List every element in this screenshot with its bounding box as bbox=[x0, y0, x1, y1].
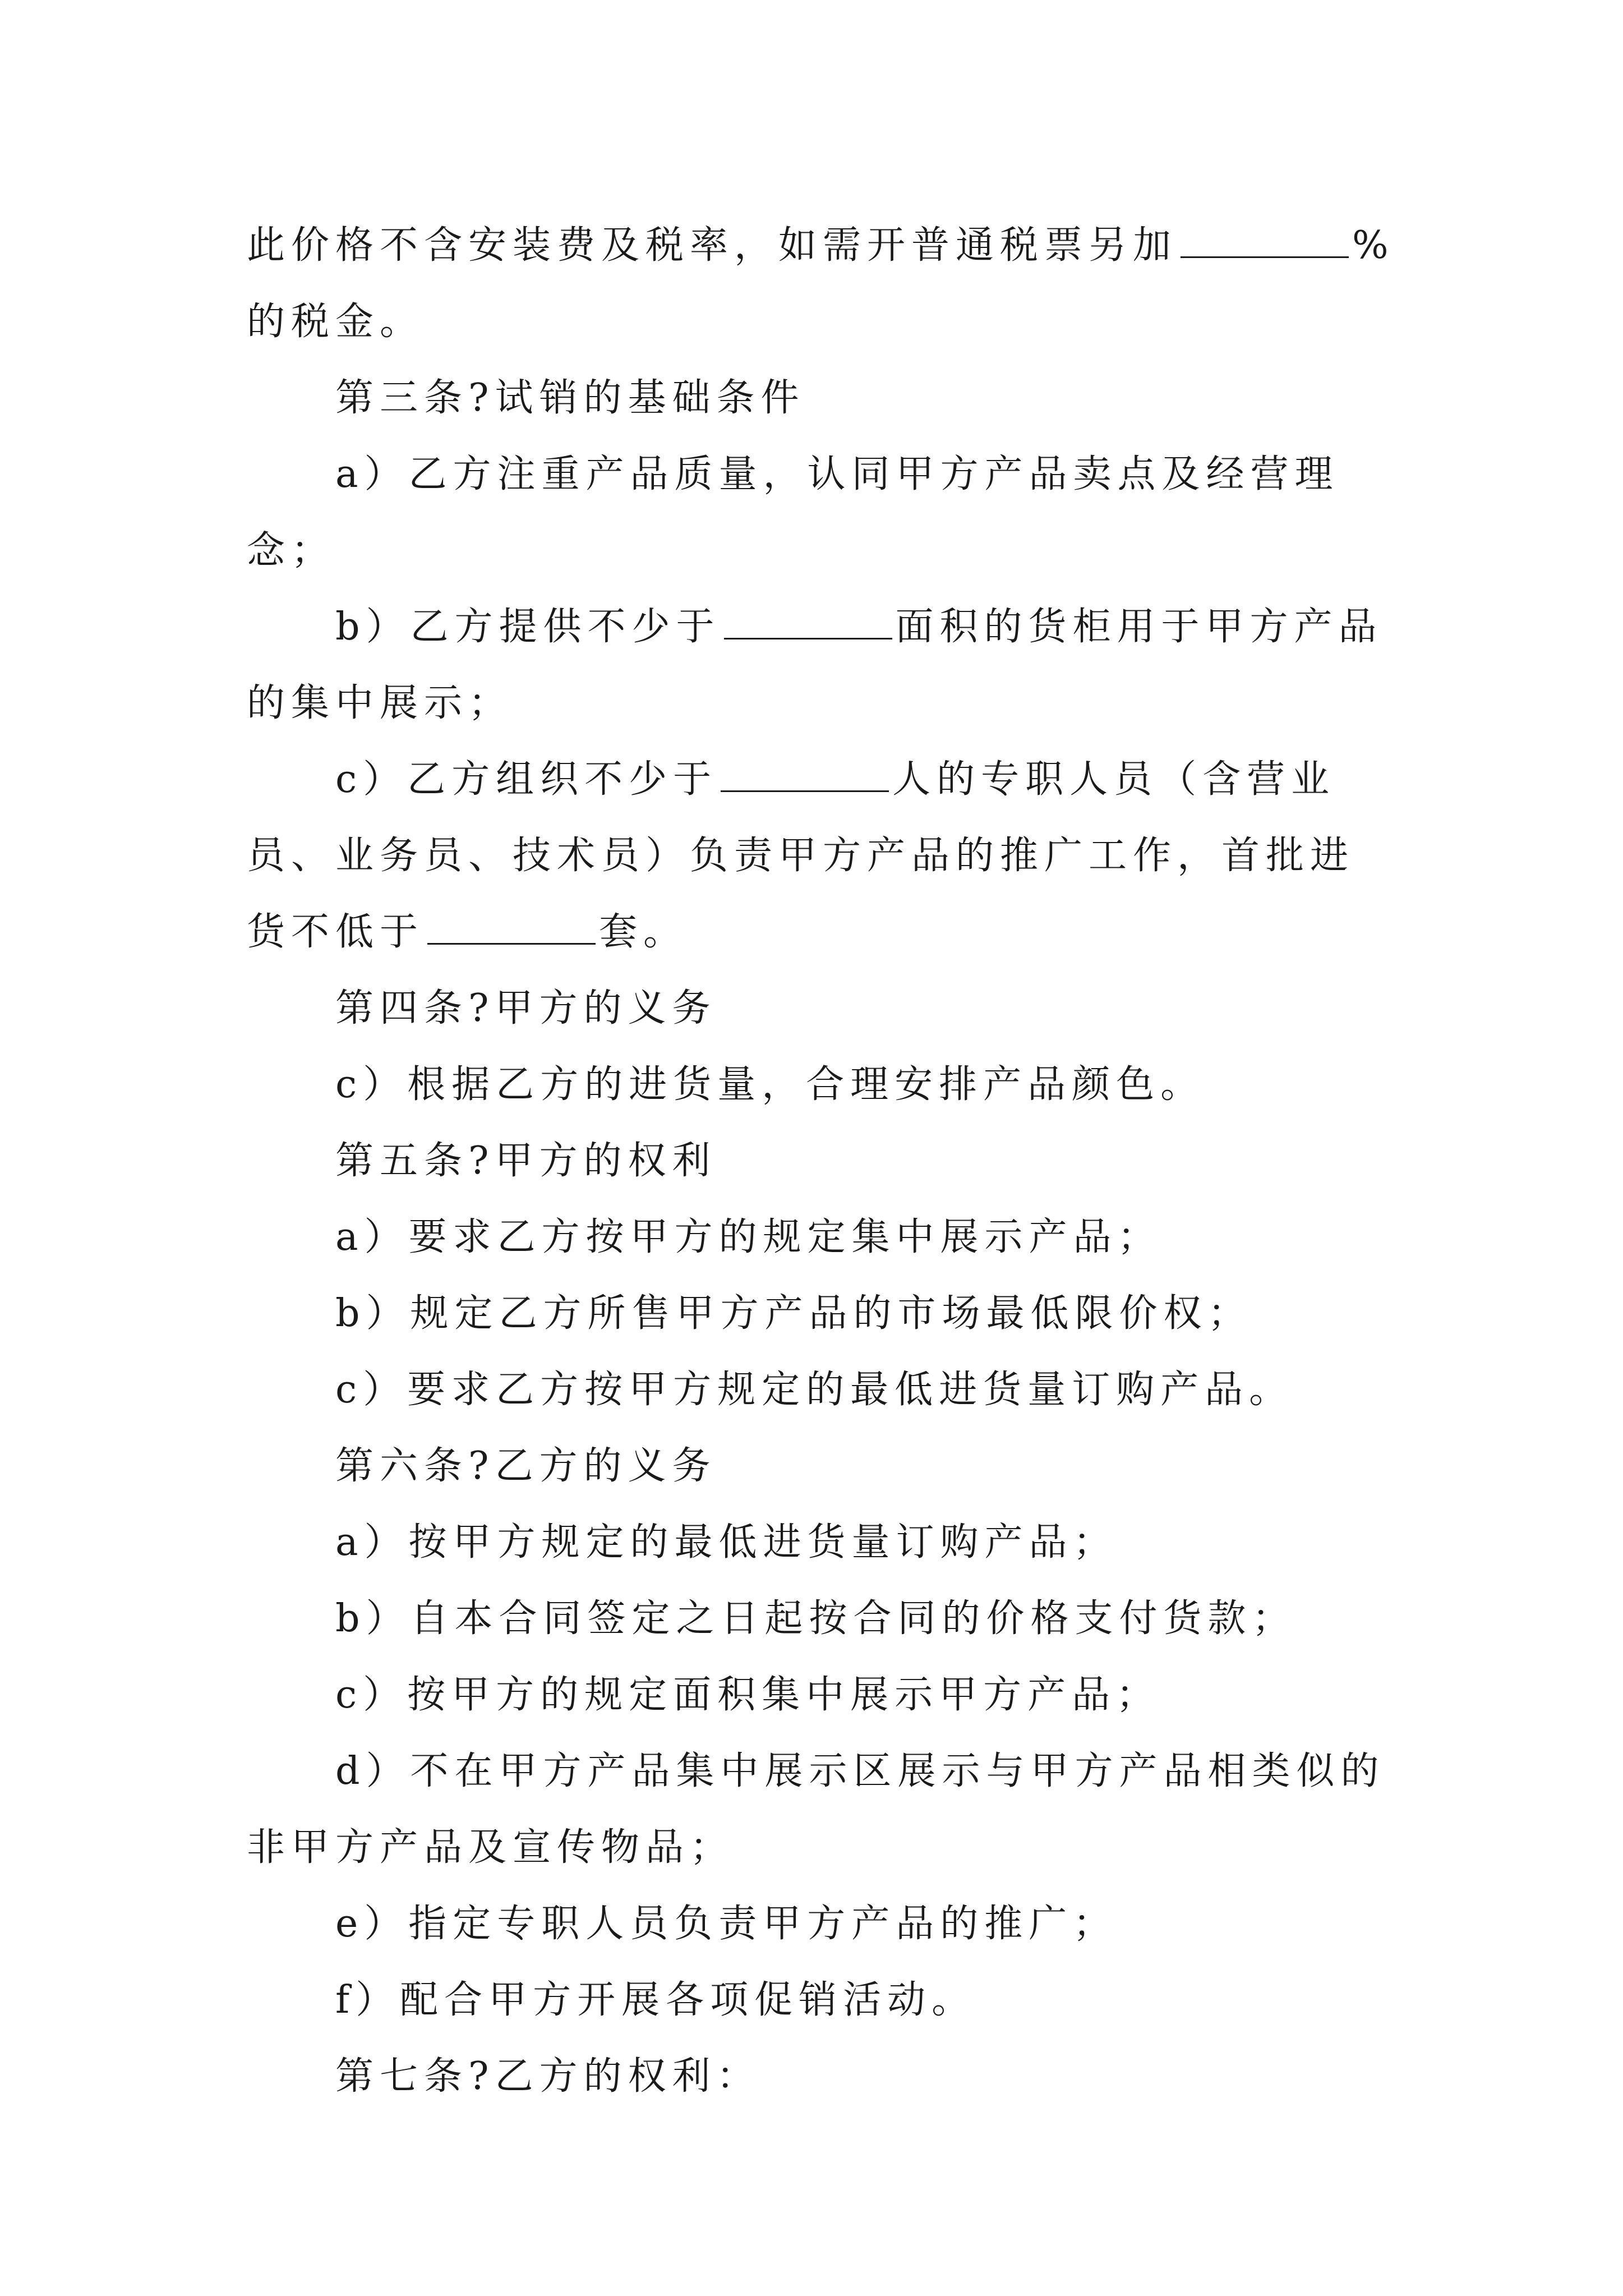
heading-article-7: 第七条?乙方的权利： bbox=[335, 2054, 761, 2099]
list-item: f）配合甲方开展各项促销活动。 bbox=[335, 1978, 976, 2022]
list-item: a）乙方注重产品质量，认同甲方产品卖点及经营理念； bbox=[247, 452, 1339, 573]
list-item: c）乙方组织不少于 人的专职人员（含营业员、业务员、技术员）负责甲方产品的推广工作，首批进货不低于 套。 bbox=[247, 757, 1355, 954]
list-item: a）要求乙方按甲方的规定集中展示产品； bbox=[335, 1215, 1162, 1259]
heading-article-4: 第四条?甲方的义务 bbox=[335, 986, 717, 1030]
contract-text bbox=[247, 208, 1396, 2115]
fill-blank-tax-rate[interactable] bbox=[1181, 223, 1349, 258]
list-item: a）按甲方规定的最低进货量订购产品； bbox=[335, 1520, 1118, 1565]
list-item: d）不在甲方产品集中展示区展示与甲方产品相类似的非甲方产品及宣传物品； bbox=[247, 1749, 1385, 1870]
list-item: c）要求乙方按甲方规定的最低进货量订购产品。 bbox=[335, 1368, 1294, 1412]
heading-article-5: 第五条?甲方的权利 bbox=[335, 1139, 717, 1183]
heading-article-3: 第三条?试销的基础条件 bbox=[335, 376, 805, 420]
paragraph-tax: 此价格不含安装费及税率，如需开普通税票另加 %的税金。 bbox=[247, 223, 1395, 344]
list-item: c）根据乙方的进货量，合理安排产品颜色。 bbox=[335, 1062, 1205, 1107]
fill-blank-sets[interactable] bbox=[427, 909, 596, 945]
fill-blank-area[interactable] bbox=[724, 604, 892, 639]
list-item: b）乙方提供不少于 面积的货柜用于甲方产品的集中展示； bbox=[247, 605, 1383, 725]
heading-article-6: 第六条?乙方的义务 bbox=[335, 1444, 717, 1488]
list-item: b）规定乙方所售甲方产品的市场最低限价权； bbox=[335, 1291, 1252, 1336]
list-item: b）自本合同签定之日起按合同的价格支付货款； bbox=[335, 1596, 1297, 1641]
list-item: c）按甲方的规定面积集中展示甲方产品； bbox=[335, 1673, 1161, 1717]
fill-blank-staff-count[interactable] bbox=[721, 757, 889, 792]
list-item: e）指定专职人员负责甲方产品的推广； bbox=[335, 1902, 1118, 1946]
